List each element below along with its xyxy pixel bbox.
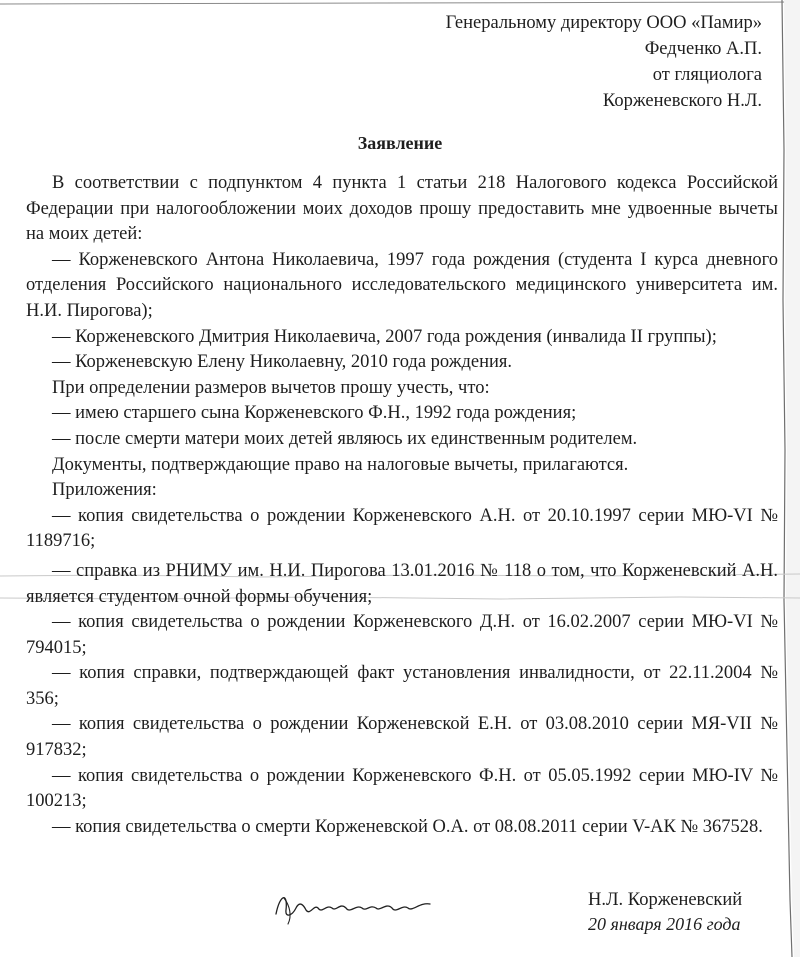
attachment-item-5: — копия свидетельства о рождении Корженевской Е.Н. от 03.08.2010 серии МЯ-VII № 917832; <box>26 714 778 761</box>
attachment-item-6: — копия свидетельства о рождении Корженевского Ф.Н. от 05.05.1992 серии МЮ-IV № 100213; <box>26 765 778 812</box>
addressee-line-2: Федченко А.П. <box>644 39 762 59</box>
paragraph-eldest-son: — имею старшего сына Корженевского Ф.Н., 1992 года рождения; <box>52 403 577 424</box>
attachment-item-2: — справка из РНИМУ им. Н.И. Пирогова 13.01.2016 № 118 о том, что Корженевский А.Н. является студентом очной формы обучения; <box>26 560 778 607</box>
paragraph-documents: Документы, подтверждающие право на налоговые вычеты, прилагаются. <box>52 454 629 475</box>
addressee-line-4: Корженевского Н.Л. <box>602 91 762 111</box>
signer-name: Н.Л. Корженевский <box>588 890 743 910</box>
addressee-block <box>446 10 762 114</box>
paragraph-child-1: — Корженевского Антона Николаевича, 1997 года рождения (студента I курса дневного отделения Российского национального исследовательского медицинского университета им. Н.И. Пирогова); <box>26 249 778 321</box>
signature-area <box>0 880 800 950</box>
attachment-item-1: — копия свидетельства о рождении Корженевского А.Н. от 20.10.1997 серии МЮ-VI № 1189716; <box>26 505 778 552</box>
signature-date: 20 января 2016 года <box>588 914 741 934</box>
paper-top-edge <box>0 0 800 10</box>
attachment-item-4: — копия справки, подтверждающей факт установления инвалидности, от 22.11.2004 № 356; <box>26 663 778 709</box>
handwritten-signature <box>270 886 440 926</box>
paragraph-sole-parent: — после смерти матери моих детей являюсь их единственным родителем. <box>52 428 638 449</box>
paragraph-child-3: — Корженевскую Елену Николаевну, 2010 года рождения. <box>52 352 513 373</box>
document-body <box>26 171 778 840</box>
paragraph-intro: В соответствии с подпунктом 4 пункта 1 статьи 218 Налогового кодекса Российской Федерации при налогообложении моих доходов прошу предоставить мне удвоенные вычеты на моих детей: <box>26 173 778 245</box>
paragraph-child-2: — Корженевского Дмитрия Николаевича, 2007 года рождения (инвалида II группы); <box>52 326 717 347</box>
document-title: Заявление <box>357 133 443 153</box>
attachment-item-3: — копия свидетельства о рождении Корженевского Д.Н. от 16.02.2007 серии МЮ-VI № 794015; <box>26 612 778 658</box>
addressee-line-3: от гляциолога <box>652 65 762 85</box>
paragraph-consider: При определении размеров вычетов прошу учесть, что: <box>52 377 490 398</box>
paragraph-attachments-heading: Приложения: <box>52 480 157 501</box>
addressee-line-1: Генеральному директору ООО «Памир» <box>445 13 762 33</box>
attachment-item-7: — копия свидетельства о смерти Корженевской О.А. от 08.08.2011 серии V-АК № 367528. <box>52 816 763 837</box>
